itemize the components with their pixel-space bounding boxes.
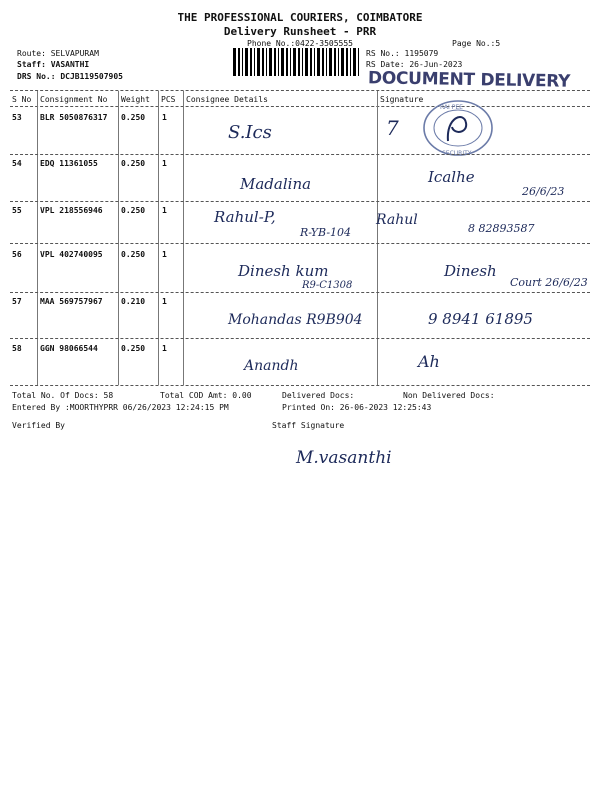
page-number: Page No.:5: [452, 39, 501, 48]
row-pcs: 1: [162, 159, 167, 168]
row-pcs: 1: [162, 206, 167, 215]
table-header-rule: [10, 106, 590, 107]
header-sno: S No: [12, 95, 32, 104]
consignee-handwriting: Madalina: [240, 175, 312, 193]
runsheet-title: Delivery Runsheet - PRR: [223, 25, 377, 38]
table-top-rule: [10, 90, 590, 91]
row-weight: 0.250: [121, 344, 146, 353]
row-sno: 58: [12, 344, 22, 353]
consignee-handwriting: S.Ics: [228, 122, 272, 143]
entered-by: Entered By :MOORTHYPRR 06/26/2023 12:24:15 PM: [12, 403, 229, 412]
consignee-handwriting: R-YB-104: [300, 226, 352, 239]
consignee-handwriting: Dinesh kum: [238, 262, 329, 280]
row-pcs: 1: [162, 297, 167, 306]
consignee-handwriting: Rahul-P,: [214, 208, 276, 226]
signature-handwriting: Ah: [418, 352, 440, 371]
phone-handwriting: 8 82893587: [468, 222, 535, 235]
route-label: Route: SELVAPURAM: [17, 49, 99, 58]
document-delivery-stamp: DOCUMENT DELIVERY: [367, 68, 571, 92]
rs-number: RS No.: 1195079: [366, 49, 439, 58]
row-consignment: GGN 98066544: [40, 344, 98, 353]
header-consignment: Consignment No: [40, 95, 108, 104]
table-bottom-rule: [10, 385, 590, 386]
row-weight: 0.250: [121, 159, 146, 168]
row-separator: [10, 338, 590, 339]
row-sno: 54: [12, 159, 22, 168]
col-divider: [158, 91, 159, 385]
consignee-handwriting: R9-C1308: [302, 280, 353, 291]
header-signature: Signature: [380, 95, 424, 104]
consignee-handwriting: Anandh: [244, 358, 299, 374]
col-divider: [118, 91, 119, 385]
row-separator: [10, 243, 590, 244]
delivered-docs: Delivered Docs:: [282, 391, 355, 400]
row-separator: [10, 154, 590, 155]
phone-number: Phone No.:0422-3505555: [247, 39, 353, 48]
date-handwriting: Court 26/6/23: [510, 276, 588, 289]
col-divider: [37, 91, 38, 385]
signature-handwriting: Dinesh: [444, 262, 497, 280]
row-consignment: BLR 5050876317: [40, 113, 108, 122]
row-weight: 0.210: [121, 297, 146, 306]
signature-handwriting: Icalhe: [428, 168, 475, 186]
header-weight: Weight: [121, 95, 150, 104]
staff-signature-label: Staff Signature: [272, 421, 345, 430]
signature-handwriting: 7: [386, 116, 399, 140]
total-cod: Total COD Amt: 0.00: [160, 391, 252, 400]
signature-handwriting: 9 8941 61895: [428, 310, 533, 328]
row-sno: 55: [12, 206, 22, 215]
drs-number: DRS No.: DCJB119507905: [17, 72, 123, 81]
date-handwriting: 26/6/23: [522, 185, 565, 198]
svg-text:SECURITY: SECURITY: [442, 150, 472, 157]
verified-by-label: Verified By: [12, 421, 65, 430]
row-sno: 57: [12, 297, 22, 306]
header-pcs: PCS: [161, 95, 176, 104]
row-sno: 53: [12, 113, 22, 122]
row-weight: 0.250: [121, 206, 146, 215]
received-seal-stamp: [420, 97, 496, 159]
col-divider: [183, 91, 184, 385]
header-consignee: Consignee Details: [186, 95, 268, 104]
row-weight: 0.250: [121, 113, 146, 122]
signature-handwriting: Rahul: [376, 212, 418, 228]
rs-date: RS Date: 26-Jun-2023: [366, 60, 463, 69]
consignee-handwriting: Mohandas R9B904: [228, 312, 363, 328]
row-pcs: 1: [162, 344, 167, 353]
row-separator: [10, 292, 590, 293]
row-consignment: VPL 218556946: [40, 206, 103, 215]
col-divider: [377, 91, 378, 385]
total-docs: Total No. Of Docs: 58: [12, 391, 114, 400]
row-weight: 0.250: [121, 250, 146, 259]
non-delivered-docs: Non Delivered Docs:: [403, 391, 495, 400]
company-title: THE PROFESSIONAL COURIERS, COIMBATORE: [177, 11, 423, 24]
svg-text:RAI PEE: RAI PEE: [440, 104, 463, 111]
staff-label: Staff: VASANTHI: [17, 60, 90, 69]
row-consignment: VPL 402740095: [40, 250, 103, 259]
row-pcs: 1: [162, 250, 167, 259]
barcode-image: [233, 48, 361, 76]
row-pcs: 1: [162, 113, 167, 122]
row-sno: 56: [12, 250, 22, 259]
row-consignment: EDQ 11361055: [40, 159, 98, 168]
printed-on: Printed On: 26-06-2023 12:25:43: [282, 403, 432, 412]
row-consignment: MAA 569757967: [40, 297, 103, 306]
row-separator: [10, 201, 590, 202]
staff-signature-handwriting: M.vasanthi: [296, 448, 392, 468]
